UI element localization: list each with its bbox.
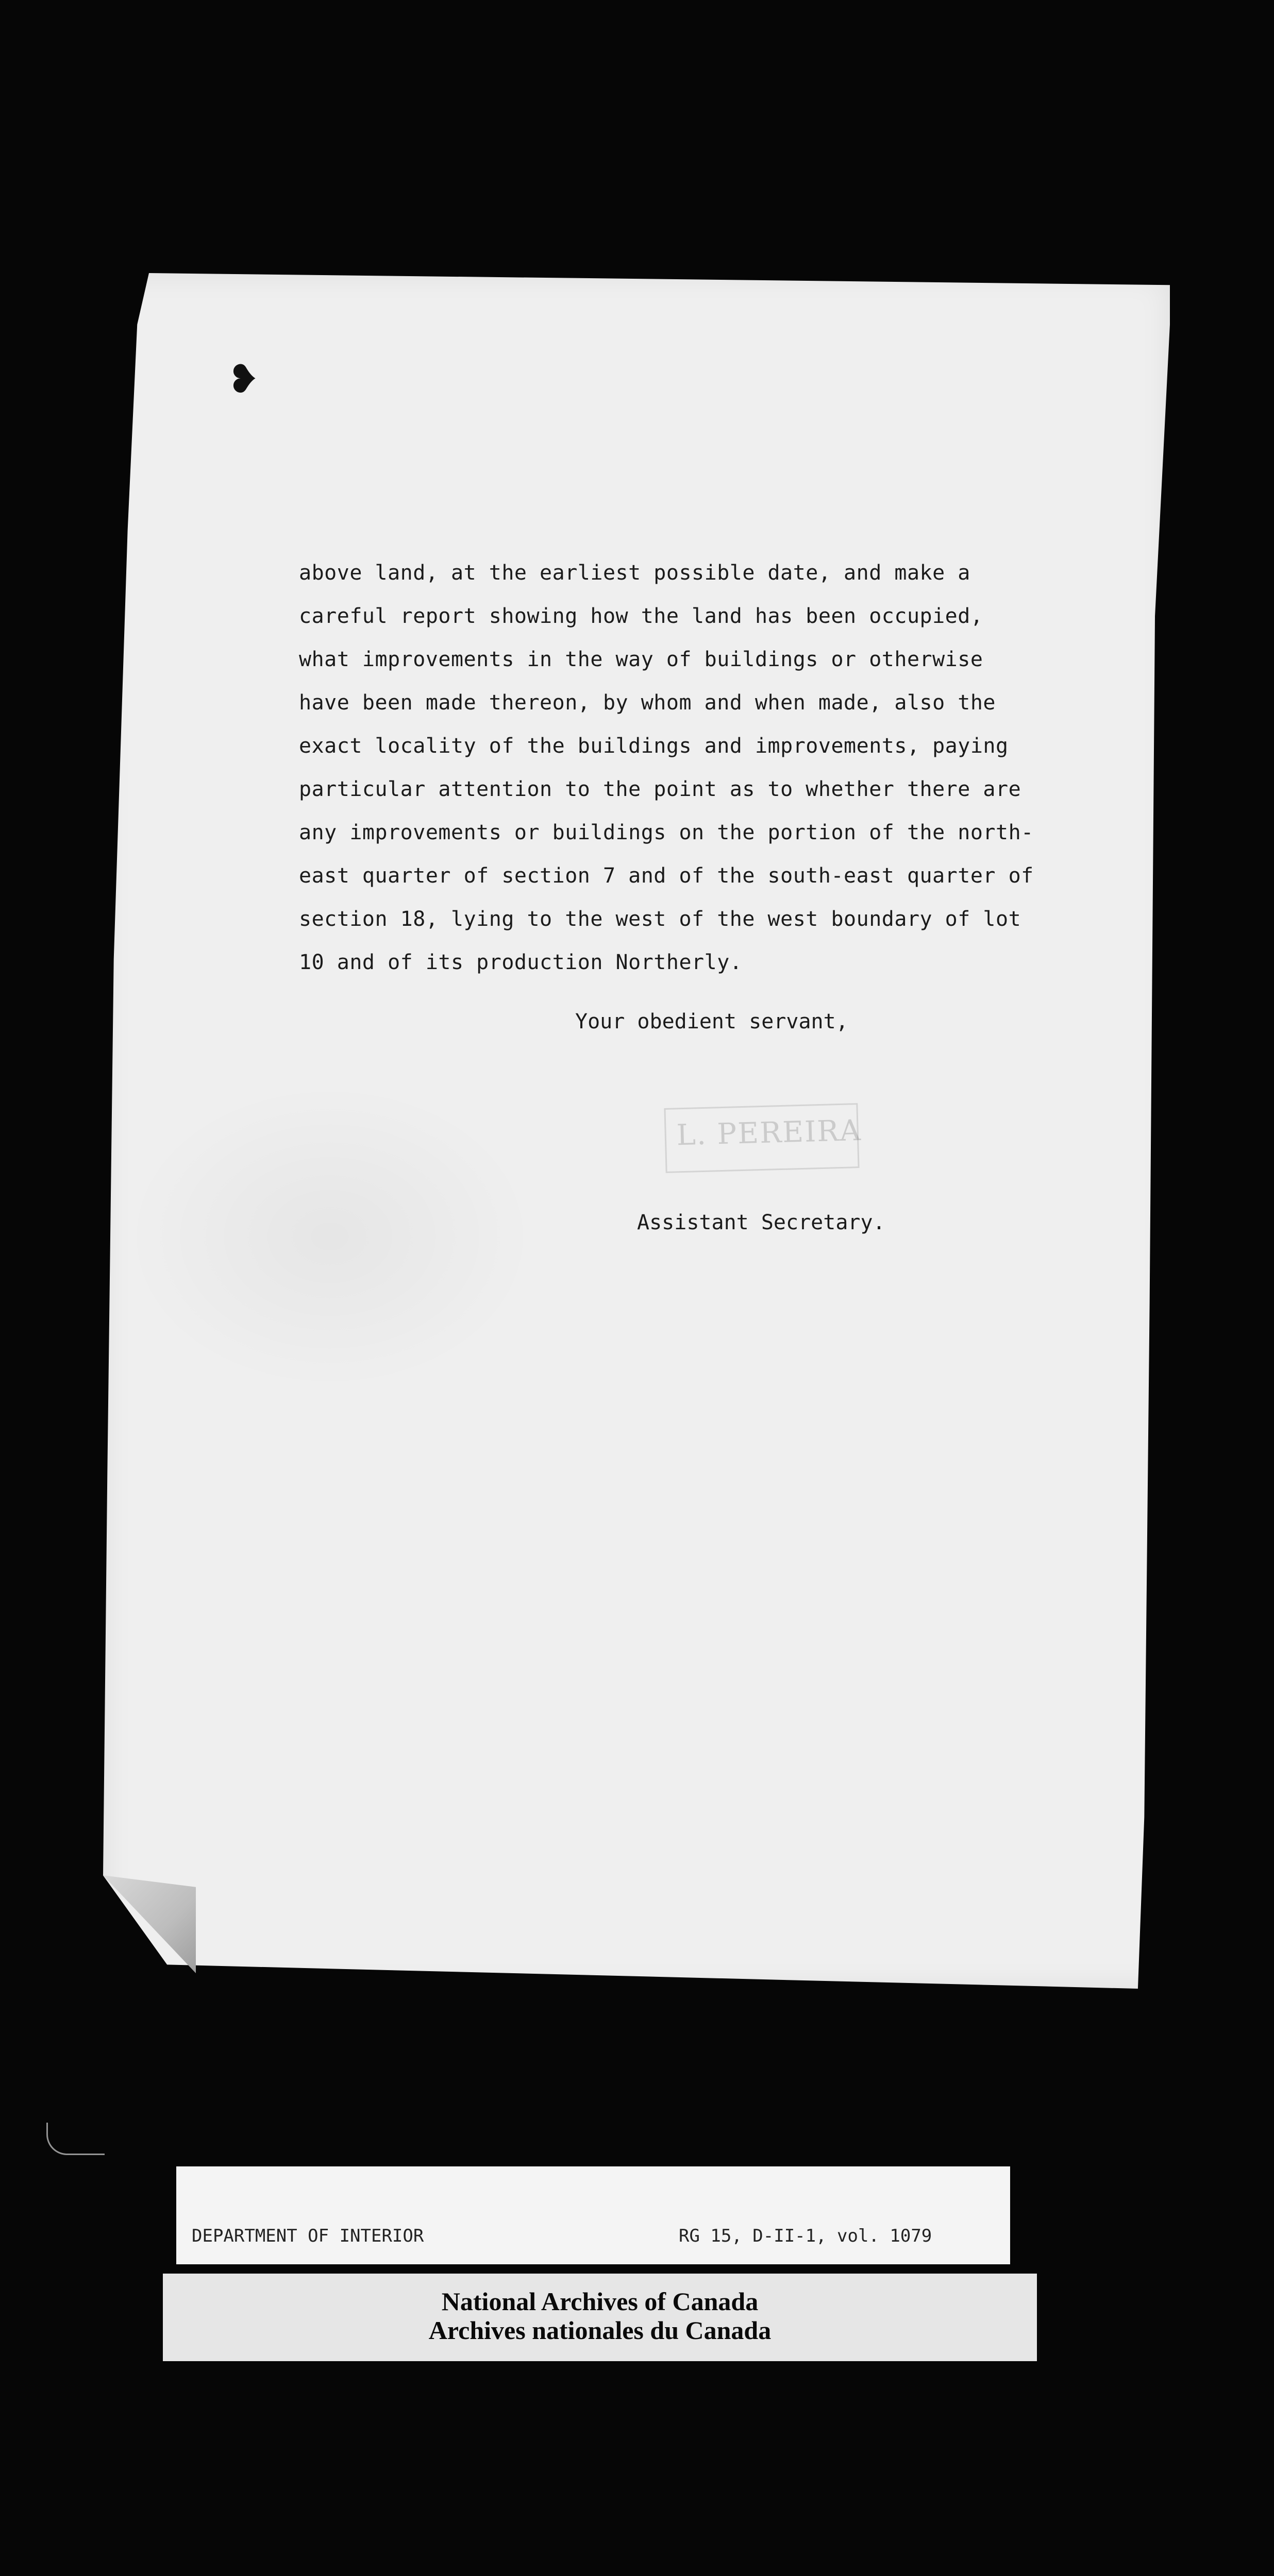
paper-smudge [124, 1082, 536, 1391]
film-scratch-mark [46, 2123, 105, 2155]
signature-stamp [664, 1103, 862, 1173]
letter-line: section 18, lying to the west of the west boundary of lot [299, 907, 1021, 931]
hole-punch-mark-icon: ❥ [227, 356, 260, 402]
letter-line: what improvements in the way of buildings or otherwise [299, 648, 983, 671]
letter-line: particular attention to the point as to whether there are [299, 777, 1021, 801]
archive-reference-label [176, 2166, 1010, 2264]
archives-name-fr: Archives nationales du Canada [428, 2316, 772, 2345]
archives-name-en: National Archives of Canada [441, 2287, 759, 2316]
letter-body-text [299, 551, 1051, 984]
signer-title: Assistant Secretary. [637, 1211, 885, 1234]
record-group-reference: RG 15, D-II-1, vol. 1079 [679, 2226, 932, 2246]
letter-line: exact locality of the buildings and improvements, paying [299, 734, 1009, 758]
department-name-en: DEPARTMENT OF INTERIOR [192, 2226, 424, 2246]
letter-line: above land, at the earliest possible date, and make a [299, 561, 970, 585]
letter-closing: Your obedient servant, [575, 1010, 848, 1033]
letter-line: have been made thereon, by whom and when made, also the [299, 691, 996, 715]
signature-stamp-text: L. PEREIRA [676, 1113, 862, 1153]
letter-line: any improvements or buildings on the portion of the north- [299, 821, 1034, 844]
national-archives-label [163, 2274, 1037, 2361]
letter-line: careful report showing how the land has been occupied, [299, 604, 983, 628]
letter-line: 10 and of its production Northerly. [299, 951, 743, 974]
letter-line: east quarter of section 7 and of the south-east quarter of [299, 864, 1034, 888]
folded-corner [103, 1875, 196, 1973]
